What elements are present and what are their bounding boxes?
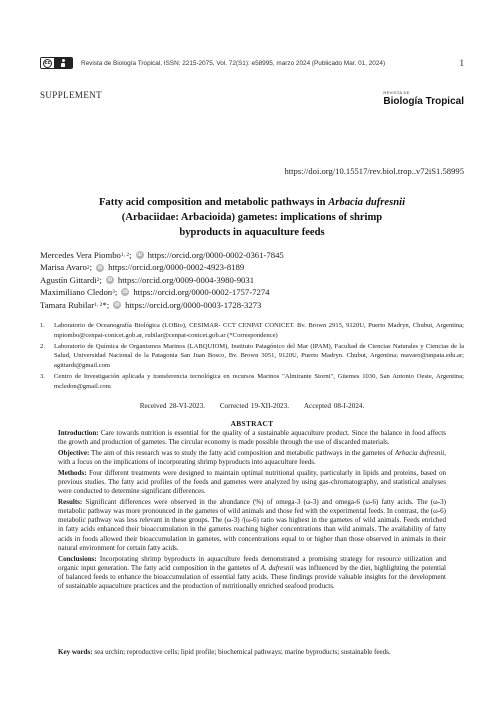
journal-logo-name: Biología Tropical xyxy=(383,96,464,107)
accepted-date: Accepted 08-I-2024. xyxy=(303,402,365,410)
journal-header xyxy=(40,56,464,70)
article-title: Fatty acid composition and metabolic pathways in Arbacia dufresnii (Arbaciidae: Arbacioida) gametes: implications of shrimp byproducts in aquaculture feeds xyxy=(98,197,406,238)
author-item: Marisa Avaro 2 ; iD https://orcid.org/0000-0002-4923-8189 xyxy=(40,261,464,273)
orcid-icon[interactable] xyxy=(96,264,104,272)
article-dates xyxy=(40,402,464,410)
journal-logo-small: REVISTA DE xyxy=(383,90,410,95)
orcid-icon[interactable] xyxy=(121,288,129,296)
orcid-link[interactable]: https://orcid.org/0009-0004-3980-9031 xyxy=(117,274,255,285)
author-list xyxy=(40,249,464,311)
abstract-introduction: Introduction: Care towards nutrition is essential for the quality of a sustainable aquaculture product. Since the balance in food affects the growth and production of gametes. The circular economy is made possible through the use of discarded materials. xyxy=(58,429,446,447)
affiliation-item: 2. Laboratorio de Química de Organismos Marinos (LABQUIOM), Instituto Patagónico del Mar (IPAM), Facultad de Ciencias Naturales y Ciencias de la Salud, Universidad Nacional de la Patagonia San Juan Bosco, Bv. Brown 3051, 9120U, Puerto Madryn. Chubut, Argentina; mavaro@unpata.edu.ar; agittardi@gmail.com xyxy=(40,342,464,370)
author-name: Mercedes Vera Piombo xyxy=(40,250,121,260)
abstract-results: Results: Significant differences were observed in the abundance (%) of omega-3 (ω-3) and omega-6 (ω-6) fatty acids. The (ω-3) metabolic pathway was more pronounced in the gametes of wild animals and those fed with the experimental feeds. In contrast, the (ω-6) metabolic pathway was less relevant in these groups. The (ω-3) /(ω-6) ratio was highest in the gametes of wild animals. Feeds enriched in fatty acids enhanced their bioaccumulation in the gametes reaching higher concentrations than wild animals. The availability of fatty acids in foods allowed their bioaccumulation in gametes, with concentrations equal to or higher than those observed in animals in their natural environment for certain fatty acids. xyxy=(58,498,446,552)
title-species: Arbacia dufresnii xyxy=(328,197,406,208)
abstract-body xyxy=(58,429,446,593)
attribution-icon xyxy=(54,58,72,68)
author-name: Agustín Gittardi xyxy=(40,274,97,285)
journal-citation: Revista de Biología Tropical, ISSN: 2215-2075, Vol. 72(S1): e58995, marzo 2024 (Publicado Mar. 01, 2024) xyxy=(81,59,386,67)
creative-commons-icon: cc xyxy=(41,58,54,68)
orcid-link[interactable]: https://orcid.org/0000-0003-1728-3273 xyxy=(125,299,262,310)
author-name: Maximiliano Cledon xyxy=(40,287,113,298)
orcid-link[interactable]: https://orcid.org/0000-0002-0361-7845 xyxy=(147,250,284,260)
abstract-heading: ABSTRACT xyxy=(230,419,274,428)
page-number: 1 xyxy=(459,58,464,68)
abstract-methods: Methods: Four different treatments were designed to maintain optimal nutritional quality, particularly in lipids and proteins, based on previous studies. The fatty acid profiles of the feeds and gametes were analyzed by using gas-chromatography, and statistical analyses were conducted to determine significant differences. xyxy=(58,469,446,496)
author-item: Mercedes Vera Piombo 1, 2 ; iD https://orcid.org/0000-0002-0361-7845 xyxy=(40,249,464,261)
received-date: Received 28-VI-2023. xyxy=(139,402,205,410)
author-item: Agustín Gittardi 2 ; iD https://orcid.org/0009-0004-3980-9031 xyxy=(40,274,464,286)
orcid-icon[interactable] xyxy=(136,251,144,259)
keywords: Key words: sea urchin; reproductive cells; lipid profile; biochemical pathways; marine byproducts; sustainable feeds. xyxy=(58,648,391,656)
journal-logo xyxy=(383,90,464,107)
supplement-label: SUPPLEMENT xyxy=(40,90,103,100)
author-item: Tamara Rubilar 1, 2 *; iD https://orcid.org/0000-0003-1728-3273 xyxy=(40,299,464,311)
cc-by-license-badge[interactable] xyxy=(40,57,73,69)
affiliation-item: 3. Centro de Investigación aplicada y transferencia tecnológica en recursos Marinos "Almirante Storni", Güemes 1030, San Antonio Oeste, Argentina; mcledon@gmail.com xyxy=(40,372,464,390)
corrected-date: Corrected 19-XII-2023. xyxy=(219,402,290,410)
affiliation-item: 1. Laboratorio de Oceanografía Biológica (LOBio), CESIMAR- CCT CENPAT CONICET. Bv. Brown 2915, 9120U, Puerto Madryn, Chubut, Argentina; mpiombo@cenpat-conicet.gob.ar, rubilar@cenpat-conicet.gob.ar (*Correspondence) xyxy=(40,322,464,339)
abstract-objective: Objective: The aim of this research was to study the fatty acid composition and metabolic pathways in the gametes of Arbacia dufresnii, with a focus on the implications of incorporating shrimp byproducts into aquaculture feeds. xyxy=(58,449,446,467)
author-item: Maximiliano Cledon 3 ; iD https://orcid.org/0000-0002-1757-7274 xyxy=(40,286,464,298)
orcid-link[interactable]: https://orcid.org/0000-0002-1757-7274 xyxy=(133,287,270,298)
doi-link[interactable]: https://doi.org/10.15517/rev.biol.trop..v72iS1.58995 xyxy=(284,166,464,176)
orcid-icon[interactable] xyxy=(106,276,114,284)
author-name: Marisa Avaro xyxy=(40,262,87,273)
affiliation-list xyxy=(40,321,464,393)
orcid-link[interactable]: https://orcid.org/0000-0002-4923-8189 xyxy=(108,262,245,273)
author-name: Tamara Rubilar xyxy=(40,299,95,310)
orcid-icon[interactable] xyxy=(113,301,121,309)
abstract-conclusions: Conclusions: Incorporating shrimp byproducts in aquaculture feeds demonstrated a promising strategy for resource utilization and organic input generation. The fatty acid composition in the gametes of A. dufresnii was influenced by the diet, highlighting the potential of balanced feeds to enhance the bioaccumulation of essential fatty acids. These findings provide valuable insights for the development of sustainable aquaculture practices and the production of nutritionally enriched seafood products. xyxy=(58,554,446,590)
